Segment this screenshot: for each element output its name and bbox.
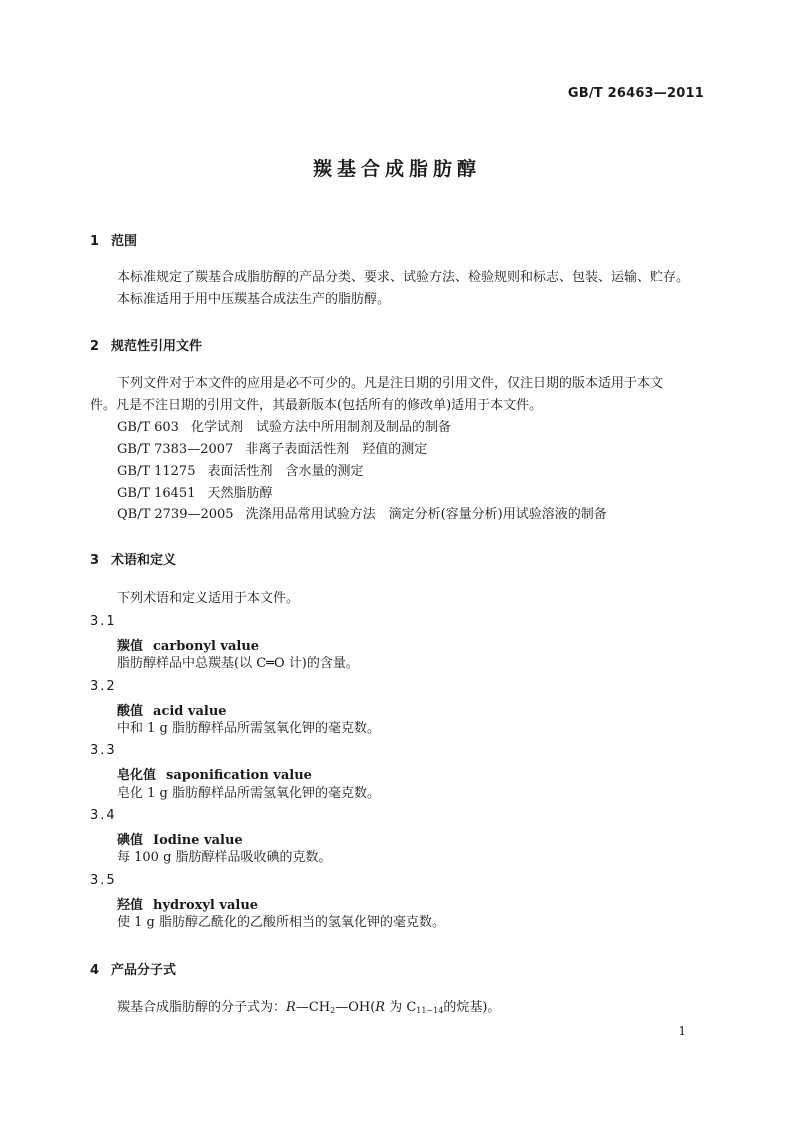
clause-number: 3.4	[90, 808, 117, 823]
normative-intro-line-2: 件。凡是不注日期的引用文件，其最新版本(包括所有的修改单)适用于本文件。	[90, 398, 543, 413]
formula-r: R	[375, 1000, 386, 1015]
term-zh: 皂化值	[117, 768, 157, 783]
section-number: 1	[90, 234, 100, 249]
term-zh: 酸值	[117, 704, 144, 719]
term-en: hydroxyl value	[153, 898, 259, 913]
reference-code: GB/T 603	[117, 420, 179, 435]
scope-paragraph-2: 本标准适用于用中压羰基合成法生产的脂肪醇。	[117, 292, 391, 307]
scope-paragraph-1: 本标准规定了羰基合成脂肪醇的产品分类、要求、试验方法、检验规则和标志、包装、运输、贮存。	[117, 270, 690, 285]
clause-number: 3.5	[90, 873, 117, 888]
formula-part: —CH	[295, 1000, 331, 1015]
section-title: 产品分子式	[111, 963, 177, 978]
term-zh: 羰值	[117, 639, 144, 654]
reference-title: 非离子表面活性剂 羟值的测定	[245, 442, 428, 457]
term-zh: 羟值	[117, 898, 144, 913]
formula-part: 为 C	[385, 1000, 417, 1015]
reference-item	[117, 505, 607, 525]
section-heading-4	[90, 959, 176, 978]
reference-title: 天然脂肪醇	[207, 486, 273, 501]
reference-code: GB/T 11275	[117, 464, 196, 479]
term-entry	[117, 635, 259, 654]
term-en: Iodine value	[153, 833, 243, 848]
reference-item	[117, 418, 451, 438]
formula-prefix: 羰基合成脂肪醇的分子式为：	[117, 1000, 287, 1015]
term-en: carbonyl value	[153, 639, 260, 654]
term-zh: 碘值	[117, 833, 144, 848]
normative-intro-line-1: 下列文件对于本文件的应用是必不可少的。凡是注日期的引用文件，仅注日期的版本适用于本文	[117, 376, 664, 391]
reference-item	[117, 462, 364, 482]
reference-title: 化学试剂 试验方法中所用制剂及制品的制备	[190, 420, 451, 435]
formula-subscript: 11~14	[416, 1006, 444, 1015]
section-title: 规范性引用文件	[111, 339, 203, 354]
section-heading-1	[90, 230, 137, 249]
term-definition: 每 100 g 脂肪醇样品吸收碘的克数。	[117, 850, 332, 865]
reference-code: GB/T 16451	[117, 486, 196, 501]
formula-r: R	[286, 1000, 296, 1015]
term-en: acid value	[153, 704, 227, 719]
formula-subscript: 2	[330, 1006, 336, 1015]
reference-title: 表面活性剂 含水量的测定	[207, 464, 364, 479]
term-entry	[117, 829, 243, 848]
term-entry	[117, 700, 227, 719]
term-definition: 中和 1 g 脂肪醇样品所需氢氧化钾的毫克数。	[117, 721, 380, 736]
reference-item	[117, 484, 273, 504]
section-number: 4	[90, 963, 100, 978]
standard-code: GB/T 26463—2011	[567, 86, 704, 101]
terms-intro: 下列术语和定义适用于本文件。	[117, 591, 300, 606]
page-number: 1	[678, 1024, 686, 1038]
term-definition: 脂肪醇样品中总羰基(以 C═O 计)的含量。	[117, 656, 359, 671]
term-en: saponification value	[166, 768, 312, 783]
clause-number: 3.1	[90, 614, 117, 629]
reference-item	[117, 440, 427, 460]
term-entry	[117, 764, 312, 783]
reference-title: 洗涤用品常用试验方法 滴定分析(容量分析)用试验溶液的制备	[245, 507, 607, 522]
term-definition: 皂化 1 g 脂肪醇样品所需氢氧化钾的毫克数。	[117, 786, 380, 801]
section-number: 3	[90, 553, 100, 568]
section-title: 范围	[111, 234, 138, 249]
term-entry	[117, 894, 258, 913]
section-heading-2	[90, 335, 202, 354]
clause-number: 3.3	[90, 743, 117, 758]
term-definition: 使 1 g 脂肪醇乙酰化的乙酸所相当的氢氧化钾的毫克数。	[117, 915, 445, 930]
molecular-formula	[117, 998, 500, 1021]
section-heading-3	[90, 549, 176, 568]
formula-part: —OH(	[335, 1000, 376, 1015]
formula-part: 的烷基)。	[443, 1000, 501, 1015]
clause-number: 3.2	[90, 679, 117, 694]
reference-code: QB/T 2739—2005	[117, 507, 234, 522]
reference-code: GB/T 7383—2007	[117, 442, 234, 457]
section-title: 术语和定义	[111, 553, 177, 568]
section-number: 2	[90, 339, 100, 354]
document-title: 羰基合成脂肪醇	[312, 158, 481, 180]
